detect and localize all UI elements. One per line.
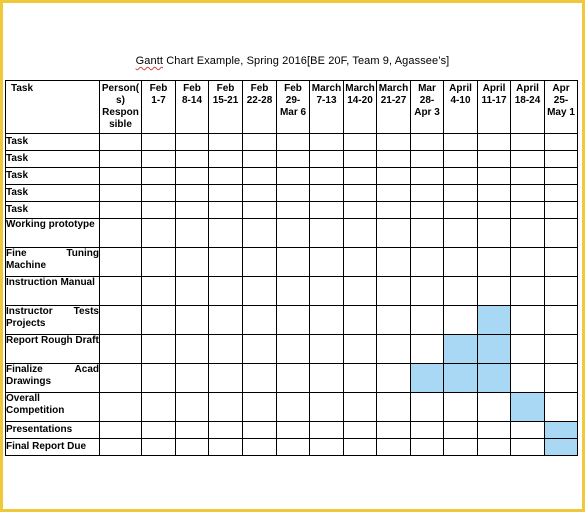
week-cell bbox=[344, 439, 377, 456]
gantt-bar-cell bbox=[478, 335, 511, 364]
week-cell bbox=[344, 248, 377, 277]
week-cell bbox=[176, 248, 209, 277]
week-cell bbox=[344, 219, 377, 248]
week-cell bbox=[310, 202, 344, 219]
week-cell bbox=[411, 202, 444, 219]
week-cell bbox=[277, 277, 310, 306]
person-cell bbox=[100, 202, 142, 219]
week-cell bbox=[310, 439, 344, 456]
week-cell bbox=[344, 168, 377, 185]
person-cell bbox=[100, 335, 142, 364]
week-cell bbox=[176, 168, 209, 185]
week-cell bbox=[511, 335, 545, 364]
table-row bbox=[6, 248, 578, 277]
week-cell bbox=[344, 151, 377, 168]
week-header: Feb 22-28 bbox=[243, 81, 277, 134]
week-cell bbox=[209, 185, 243, 202]
week-cell bbox=[377, 134, 411, 151]
week-cell bbox=[377, 393, 411, 422]
week-cell bbox=[209, 364, 243, 393]
week-cell bbox=[243, 364, 277, 393]
week-cell bbox=[142, 202, 176, 219]
week-cell bbox=[511, 168, 545, 185]
table-row bbox=[6, 393, 578, 422]
title-text: Chart Example, Spring 2016[BE 20F, Team 9, Agassee’s] bbox=[163, 55, 450, 67]
week-header: Feb 15-21 bbox=[209, 81, 243, 134]
week-cell bbox=[142, 219, 176, 248]
week-cell bbox=[243, 219, 277, 248]
week-cell bbox=[511, 185, 545, 202]
gantt-bar-cell bbox=[511, 393, 545, 422]
week-cell bbox=[377, 202, 411, 219]
week-cell bbox=[411, 393, 444, 422]
week-cell bbox=[545, 364, 578, 393]
gantt-bar-cell bbox=[444, 364, 478, 393]
week-cell bbox=[277, 248, 310, 277]
gantt-bar-cell bbox=[545, 422, 578, 439]
week-cell bbox=[545, 277, 578, 306]
week-cell bbox=[176, 277, 209, 306]
week-cell bbox=[310, 219, 344, 248]
week-cell bbox=[176, 422, 209, 439]
week-cell bbox=[243, 134, 277, 151]
table-row bbox=[6, 335, 578, 364]
week-cell bbox=[277, 168, 310, 185]
task-cell: Report Rough Draft bbox=[6, 335, 100, 364]
week-cell bbox=[478, 277, 511, 306]
week-cell bbox=[411, 185, 444, 202]
task-column-header: Task bbox=[6, 81, 100, 134]
week-cell bbox=[545, 202, 578, 219]
week-cell bbox=[478, 202, 511, 219]
week-cell bbox=[444, 151, 478, 168]
week-cell bbox=[243, 335, 277, 364]
week-cell bbox=[310, 422, 344, 439]
week-cell bbox=[142, 151, 176, 168]
week-cell bbox=[209, 306, 243, 335]
gantt-bar-cell bbox=[545, 439, 578, 456]
task-cell: Working prototype bbox=[6, 219, 100, 248]
week-cell bbox=[209, 277, 243, 306]
week-cell bbox=[209, 393, 243, 422]
week-cell bbox=[310, 277, 344, 306]
week-cell bbox=[142, 277, 176, 306]
table-row bbox=[6, 219, 578, 248]
week-cell bbox=[511, 134, 545, 151]
week-cell bbox=[511, 364, 545, 393]
task-cell: Final Report Due bbox=[6, 439, 100, 456]
week-cell bbox=[176, 185, 209, 202]
week-cell bbox=[444, 393, 478, 422]
table-row bbox=[6, 134, 578, 151]
week-header: Apr 25- May 1 bbox=[545, 81, 578, 134]
week-cell bbox=[478, 219, 511, 248]
week-cell bbox=[377, 168, 411, 185]
week-cell bbox=[545, 168, 578, 185]
week-cell bbox=[277, 219, 310, 248]
week-cell bbox=[176, 306, 209, 335]
week-cell bbox=[243, 422, 277, 439]
week-cell bbox=[545, 134, 578, 151]
week-cell bbox=[176, 134, 209, 151]
week-cell bbox=[511, 277, 545, 306]
task-cell: Task bbox=[6, 134, 100, 151]
week-cell bbox=[142, 364, 176, 393]
week-cell bbox=[478, 168, 511, 185]
week-cell bbox=[176, 151, 209, 168]
table-row bbox=[6, 439, 578, 456]
week-cell bbox=[277, 364, 310, 393]
week-header: Feb 1-7 bbox=[142, 81, 176, 134]
task-cell: Task bbox=[6, 202, 100, 219]
person-column-header: Person( s) Respon sible bbox=[100, 81, 142, 134]
week-cell bbox=[344, 202, 377, 219]
week-cell bbox=[444, 134, 478, 151]
week-cell bbox=[444, 306, 478, 335]
week-cell bbox=[310, 306, 344, 335]
week-cell bbox=[344, 185, 377, 202]
table-row bbox=[6, 277, 578, 306]
week-cell bbox=[377, 248, 411, 277]
week-cell bbox=[444, 202, 478, 219]
week-cell bbox=[511, 202, 545, 219]
week-cell bbox=[310, 185, 344, 202]
week-cell bbox=[411, 168, 444, 185]
week-cell bbox=[310, 335, 344, 364]
week-cell bbox=[444, 168, 478, 185]
week-cell bbox=[243, 393, 277, 422]
week-cell bbox=[377, 185, 411, 202]
week-cell bbox=[344, 134, 377, 151]
week-cell bbox=[545, 335, 578, 364]
week-cell bbox=[176, 393, 209, 422]
title-squiggle-word: Gantt bbox=[135, 55, 164, 67]
week-cell bbox=[277, 134, 310, 151]
week-cell bbox=[176, 439, 209, 456]
week-cell bbox=[209, 219, 243, 248]
week-cell bbox=[310, 393, 344, 422]
week-cell bbox=[344, 277, 377, 306]
person-cell bbox=[100, 151, 142, 168]
week-cell bbox=[142, 168, 176, 185]
table-row bbox=[6, 306, 578, 335]
week-cell bbox=[478, 134, 511, 151]
week-header: March 21-27 bbox=[377, 81, 411, 134]
person-cell bbox=[100, 393, 142, 422]
week-cell bbox=[478, 185, 511, 202]
week-cell bbox=[142, 134, 176, 151]
week-header: April 18-24 bbox=[511, 81, 545, 134]
week-cell bbox=[444, 277, 478, 306]
person-cell bbox=[100, 248, 142, 277]
week-cell bbox=[243, 168, 277, 185]
week-cell bbox=[411, 306, 444, 335]
task-cell: Overall Competition bbox=[6, 393, 100, 422]
table-row bbox=[6, 151, 578, 168]
week-cell bbox=[209, 248, 243, 277]
gantt-body bbox=[6, 134, 578, 456]
person-cell bbox=[100, 168, 142, 185]
week-cell bbox=[377, 335, 411, 364]
task-cell: Presentations bbox=[6, 422, 100, 439]
week-cell bbox=[377, 151, 411, 168]
week-cell bbox=[478, 422, 511, 439]
task-cell: Task bbox=[6, 151, 100, 168]
week-cell bbox=[511, 248, 545, 277]
week-cell bbox=[142, 335, 176, 364]
gantt-bar-cell bbox=[411, 364, 444, 393]
person-cell bbox=[100, 439, 142, 456]
week-header: April 11-17 bbox=[478, 81, 511, 134]
gantt-bar-cell bbox=[478, 306, 511, 335]
week-cell bbox=[444, 422, 478, 439]
week-cell bbox=[411, 248, 444, 277]
week-cell bbox=[478, 248, 511, 277]
week-cell bbox=[511, 439, 545, 456]
week-cell bbox=[310, 168, 344, 185]
person-cell bbox=[100, 277, 142, 306]
week-cell bbox=[444, 248, 478, 277]
week-cell bbox=[209, 168, 243, 185]
week-cell bbox=[142, 248, 176, 277]
week-cell bbox=[243, 439, 277, 456]
week-cell bbox=[243, 151, 277, 168]
table-row bbox=[6, 422, 578, 439]
gantt-bar-cell bbox=[478, 364, 511, 393]
week-header: Feb 8-14 bbox=[176, 81, 209, 134]
week-cell bbox=[377, 219, 411, 248]
week-cell bbox=[344, 393, 377, 422]
week-cell bbox=[444, 185, 478, 202]
week-cell bbox=[411, 422, 444, 439]
week-cell bbox=[511, 219, 545, 248]
week-cell bbox=[545, 393, 578, 422]
week-cell bbox=[277, 335, 310, 364]
table-row bbox=[6, 185, 578, 202]
task-cell: Instructor Tests Projects bbox=[6, 306, 100, 335]
week-cell bbox=[209, 335, 243, 364]
person-cell bbox=[100, 219, 142, 248]
week-cell bbox=[277, 306, 310, 335]
week-header: Mar 28- Apr 3 bbox=[411, 81, 444, 134]
week-cell bbox=[511, 151, 545, 168]
week-cell bbox=[478, 439, 511, 456]
table-row bbox=[6, 364, 578, 393]
week-cell bbox=[545, 219, 578, 248]
week-cell bbox=[310, 151, 344, 168]
week-header: April 4-10 bbox=[444, 81, 478, 134]
week-cell bbox=[377, 364, 411, 393]
week-cell bbox=[176, 202, 209, 219]
task-cell: Finalize Acad Drawings bbox=[6, 364, 100, 393]
week-header: March 7-13 bbox=[310, 81, 344, 134]
week-header: Feb 29- Mar 6 bbox=[277, 81, 310, 134]
week-cell bbox=[478, 151, 511, 168]
week-cell bbox=[142, 185, 176, 202]
week-cell bbox=[344, 364, 377, 393]
week-cell bbox=[478, 393, 511, 422]
week-cell bbox=[344, 306, 377, 335]
week-cell bbox=[545, 151, 578, 168]
task-cell: Task bbox=[6, 185, 100, 202]
week-cell bbox=[209, 439, 243, 456]
task-cell: Instruction Manual bbox=[6, 277, 100, 306]
week-cell bbox=[411, 219, 444, 248]
week-cell bbox=[176, 219, 209, 248]
week-cell bbox=[243, 277, 277, 306]
week-cell bbox=[243, 306, 277, 335]
week-cell bbox=[209, 134, 243, 151]
week-cell bbox=[411, 439, 444, 456]
week-cell bbox=[209, 202, 243, 219]
table-row bbox=[6, 168, 578, 185]
week-cell bbox=[545, 248, 578, 277]
week-cell bbox=[176, 364, 209, 393]
week-cell bbox=[511, 306, 545, 335]
week-cell bbox=[411, 335, 444, 364]
week-cell bbox=[243, 248, 277, 277]
person-cell bbox=[100, 134, 142, 151]
task-cell: Task bbox=[6, 168, 100, 185]
week-cell bbox=[377, 306, 411, 335]
week-cell bbox=[277, 151, 310, 168]
week-cell bbox=[377, 277, 411, 306]
week-cell bbox=[444, 219, 478, 248]
week-cell bbox=[277, 202, 310, 219]
week-cell bbox=[243, 185, 277, 202]
week-cell bbox=[310, 364, 344, 393]
week-cell bbox=[142, 422, 176, 439]
week-cell bbox=[277, 393, 310, 422]
week-cell bbox=[209, 422, 243, 439]
table-row bbox=[6, 202, 578, 219]
gantt-table bbox=[5, 80, 578, 456]
week-cell bbox=[411, 277, 444, 306]
header-row bbox=[6, 81, 578, 134]
week-cell bbox=[545, 185, 578, 202]
week-cell bbox=[511, 422, 545, 439]
week-cell bbox=[277, 439, 310, 456]
person-cell bbox=[100, 422, 142, 439]
week-header: March 14-20 bbox=[344, 81, 377, 134]
person-cell bbox=[100, 306, 142, 335]
week-cell bbox=[277, 185, 310, 202]
week-cell bbox=[545, 306, 578, 335]
person-cell bbox=[100, 364, 142, 393]
week-cell bbox=[377, 439, 411, 456]
week-cell bbox=[243, 202, 277, 219]
week-cell bbox=[142, 393, 176, 422]
chart-title bbox=[0, 55, 585, 67]
person-cell bbox=[100, 185, 142, 202]
task-cell: Fine Tuning Machine bbox=[6, 248, 100, 277]
gantt-bar-cell bbox=[444, 335, 478, 364]
week-cell bbox=[310, 134, 344, 151]
week-cell bbox=[344, 335, 377, 364]
week-cell bbox=[176, 335, 209, 364]
week-cell bbox=[411, 151, 444, 168]
week-cell bbox=[142, 439, 176, 456]
week-cell bbox=[411, 134, 444, 151]
week-cell bbox=[277, 422, 310, 439]
week-cell bbox=[344, 422, 377, 439]
week-cell bbox=[377, 422, 411, 439]
week-cell bbox=[209, 151, 243, 168]
week-cell bbox=[142, 306, 176, 335]
week-cell bbox=[444, 439, 478, 456]
week-cell bbox=[310, 248, 344, 277]
